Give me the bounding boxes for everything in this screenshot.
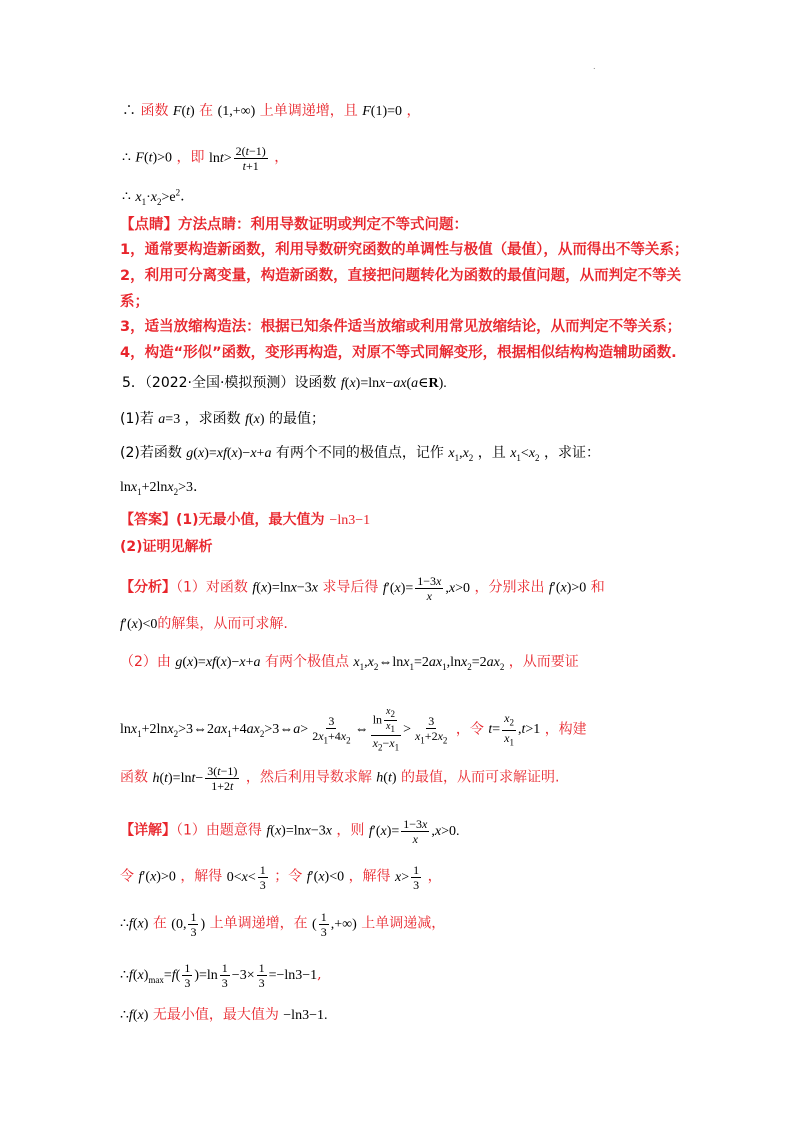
line-conclusion	[122, 182, 185, 211]
math-x1x2-gt-e2: $x_1\cdot x_2>e^2$	[135, 187, 181, 207]
analysis-label: 【分析】	[120, 579, 176, 596]
text: 的最值，从而可求解证明.	[400, 769, 560, 786]
math-t-def: t= $\frac{x_2}{x_1}$ ,t>1	[488, 711, 541, 748]
detail-line-5	[120, 1005, 327, 1026]
text: （1）由题意得	[176, 822, 262, 839]
text: ，且	[477, 445, 506, 461]
text: 求导后得	[322, 579, 379, 596]
text: 有两个不同的极值点，记作	[275, 445, 444, 461]
text: 无最小值，最大值为	[152, 1007, 279, 1023]
analysis-line-1	[120, 574, 605, 603]
text: ；令	[274, 868, 303, 885]
text: ，	[274, 149, 289, 166]
dianjing-item: 3，适当放缩构造法：根据已知条件适当放缩或利用常见放缩结论，从而判定不等关系；	[120, 319, 682, 335]
text: (1)若	[120, 411, 154, 427]
math-therefore-f: ∴f(x)	[120, 916, 149, 932]
text: .	[180, 188, 185, 205]
text: 在	[199, 103, 214, 119]
math-fprime-lt-0: f′(x)<0	[306, 869, 345, 885]
text: 5．（2022·全国·模拟预测）设函数	[122, 375, 337, 391]
math-f-prime: f′(x)= $\frac{1-3x}{x}$ ,x>0.	[368, 817, 460, 846]
math-f-def: f(x)=lnx−ax(a∈R).	[340, 376, 447, 391]
math-max-value: −ln3−1.	[283, 1008, 328, 1023]
text: 函数	[140, 103, 169, 119]
text: 上单调递减，	[361, 915, 446, 932]
math-interval-third-inf: ( $\frac{1}{3}$ ,+∞)	[312, 910, 357, 939]
text: ，然后利用导数求解	[245, 769, 372, 786]
dianjing-item: 1，通常要构造新函数，利用导数研究函数的单调性与极值（最值），从而得出不等关系；	[120, 242, 689, 258]
problem-part-1	[120, 409, 325, 430]
math-F-gt-0: F(t)>0	[135, 150, 173, 166]
detail-line-4: $\therefore f(x)_{max}=f$( $\frac{1}{3}$ )=ln $\frac{1}{3}$ −3× $\frac{1}{3}$ =−ln3−1,	[120, 961, 322, 990]
math-fprime-gt-0: f′(x)>0	[548, 580, 587, 596]
math-range-decreasing: x> $\frac{1}{3}$	[395, 863, 420, 892]
text: ，	[427, 868, 442, 885]
math-extreme-points: $x_1,x_2\Leftrightarrow\ln x_1=2ax_1,\ln x_2=2ax_2$	[353, 655, 505, 672]
math-claim: lnx$_1$+2lnx$_2$>3	[120, 480, 194, 497]
corner-mark: .	[593, 62, 596, 71]
text: ，求证：	[543, 445, 600, 461]
math-interval: (1,+∞)	[217, 104, 256, 119]
dianjing-item: 系；	[120, 294, 149, 310]
text: 的解集，从而可求解.	[157, 616, 288, 632]
math-f-eq: f(x)=lnx−3x	[266, 823, 332, 839]
math-x1-x2: $x_1,x_2$	[448, 446, 474, 463]
math-F-t: F(t)	[172, 104, 195, 119]
math-equivalence-chain: $\ln x_1+2\ln x_2>3\Leftrightarrow 2ax_1+4ax_2>3\Leftrightarrow a>$ $\frac{3}{2x_1+4x_2}$ ⇔ ln $\frac{x_2}{x_1}$ $x_2-x_1$ > $\frac{3}{x_1+2x_2}$	[120, 706, 448, 753]
math-f-eq: f(x)=lnx−3x	[252, 580, 318, 596]
math-g-def: g(x)=xf(x)−x+a	[175, 655, 261, 670]
line-F-positive	[122, 144, 288, 173]
math-fprime-gt-0: f′(x)>0	[138, 869, 176, 885]
dianjing-title: 【点睛】方法点睛：利用导数证明或判定不等式问题：	[120, 217, 468, 233]
text: 函数	[120, 769, 148, 786]
text: 上单调递增，在	[209, 915, 308, 932]
therefore-symbol: ∴	[122, 188, 131, 205]
text: 上单调递增，且	[259, 103, 358, 119]
analysis-line-5	[120, 764, 559, 793]
text: .	[193, 479, 198, 495]
math-f-x: f(x)	[245, 412, 265, 427]
text: ，分别求出	[474, 579, 545, 596]
math-fprime-lt-0: f′(x)<0	[120, 617, 158, 632]
problem-part-2	[120, 443, 600, 468]
text: ，解得	[348, 868, 391, 885]
math-h-def: h(t)=lnt− $\frac{3(t-1)}{1+2t}$	[152, 764, 238, 793]
dianjing-item: 4，构造“形似”函数，变形再构造，对原不等式同解变形，根据相似结构构造辅助函数.	[120, 345, 677, 361]
text: 和	[590, 579, 605, 596]
text: 的最值；	[269, 411, 326, 427]
text: ，解得	[180, 868, 223, 885]
text: 有两个极值点	[264, 654, 349, 670]
text: ，令	[455, 721, 484, 738]
math-interval-0-third: (0, $\frac{1}{3}$ )	[171, 910, 206, 939]
math-F1-eq-0: F(1)=0	[362, 104, 403, 119]
text: ，即	[176, 149, 205, 166]
math-a-eq-3: a=3	[158, 412, 181, 427]
analysis-line-4	[120, 706, 587, 754]
text: ，	[406, 103, 421, 119]
text: 在	[152, 915, 167, 932]
text: ，求函数	[184, 411, 241, 427]
math-ln-inequality: lnt> $\frac{2(t-1)}{t+1}$	[208, 144, 266, 173]
detail-line-2	[120, 863, 442, 892]
answer-line-1	[120, 510, 370, 531]
text: ，从而要证	[508, 654, 579, 670]
analysis-line-2	[120, 614, 288, 635]
math-x1-lt-x2: $x_1<x_2$	[510, 446, 540, 463]
line-monotonic-F	[122, 101, 420, 122]
math-h-t: h(t)	[376, 770, 397, 786]
detail-label: 【详解】	[120, 822, 176, 839]
text: ，则	[336, 822, 365, 839]
text: (1)无最小值，最大值为	[176, 512, 325, 528]
math-g-def: g(x)=xf(x)−x+a	[186, 446, 272, 461]
math-therefore-f: ∴f(x)	[120, 1008, 149, 1023]
answer-label: 【答案】	[120, 512, 176, 528]
therefore-symbol: ∴	[122, 103, 136, 119]
problem-header	[122, 373, 447, 394]
text: (2)若函数	[120, 445, 182, 461]
math-max-value: −ln3−1	[329, 513, 371, 528]
analysis-line-3	[120, 652, 579, 677]
detail-line-3	[120, 910, 445, 939]
detail-line-1	[120, 817, 460, 846]
text: （2）由	[120, 654, 171, 670]
text: ，构建	[544, 721, 587, 738]
problem-claim	[120, 477, 197, 502]
answer-line-2: (2)证明见解析	[120, 539, 213, 555]
math-max-computation: $\therefore f(x)_{max}=f$( $\frac{1}{3}$ )=ln $\frac{1}{3}$ −3× $\frac{1}{3}$ =−ln3−1	[120, 961, 318, 990]
text: 令	[120, 868, 134, 885]
math-range-increasing: 0<x< $\frac{1}{3}$	[226, 863, 266, 892]
math-f-prime: f′(x)= $\frac{1-3x}{x}$ ,x>0	[382, 574, 470, 603]
text: （1）对函数	[176, 579, 248, 596]
therefore-symbol: ∴	[122, 149, 131, 166]
dianjing-item: 2，利用可分离变量，构造新函数，直接把问题转化为函数的最值问题，从而判定不等关	[120, 268, 682, 284]
